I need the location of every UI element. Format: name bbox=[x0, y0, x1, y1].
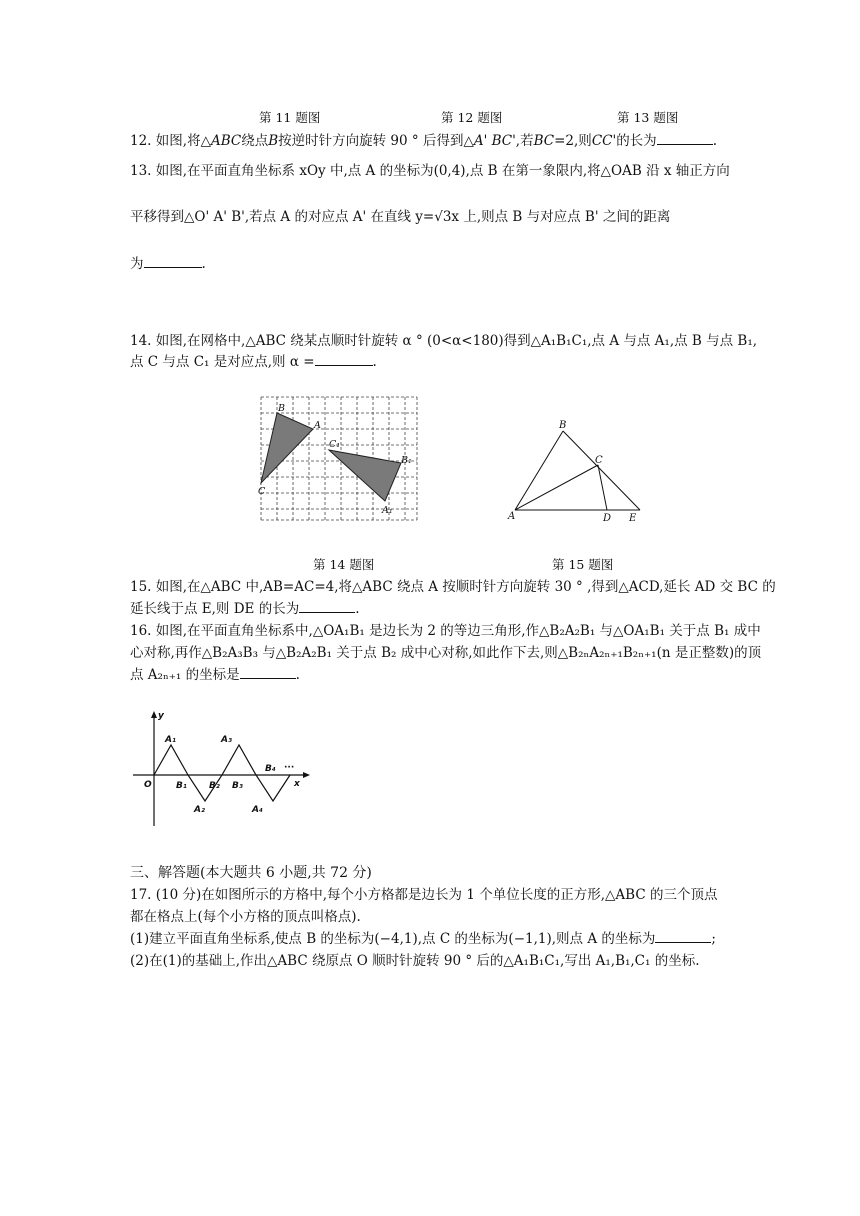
label-B1: B₁ bbox=[401, 455, 412, 466]
question-13-line3 bbox=[130, 254, 206, 274]
label-A1: A₁ bbox=[165, 735, 176, 745]
label-C: C bbox=[595, 455, 603, 466]
q13-tail: . bbox=[201, 256, 206, 272]
answer-blank[interactable] bbox=[299, 599, 355, 613]
caption-fig12: 第 12 题图 bbox=[441, 110, 503, 125]
q13-prefix: 为 bbox=[130, 256, 144, 272]
answer-blank[interactable] bbox=[655, 929, 711, 943]
q16-tail: . bbox=[295, 667, 300, 683]
question-16-line2: 心对称,再作△B₂A₃B₃ 与△B₂A₂B₁ 关于点 B₂ 成中心对称,如此作下去,则△B₂ₙA₂ₙ₊₁B₂ₙ₊₁(n 是正整数)的顶 bbox=[130, 645, 762, 661]
q17-part1-tail: ; bbox=[711, 931, 716, 947]
label-C: C bbox=[258, 486, 266, 497]
caption-fig11: 第 11 题图 bbox=[259, 110, 321, 125]
label-B: B bbox=[559, 420, 567, 431]
answer-blank[interactable] bbox=[315, 352, 373, 366]
question-14-line1: 14. 如图,在网格中,△ABC 绕某点顺时针旋转 α ° (0<α<180)得到△A₁B₁C₁,点 A 与点 A₁,点 B 与点 B₁, bbox=[130, 333, 758, 349]
question-12 bbox=[130, 131, 717, 151]
q12-end: 的长为 bbox=[616, 133, 657, 149]
question-16-line1: 16. 如图,在平面直角坐标系中,△OA₁B₁ 是边长为 2 的等边三角形,作△B₂A₂B₁ 与△OA₁B₁ 关于点 B₁ 成中 bbox=[130, 623, 761, 639]
answer-blank[interactable] bbox=[240, 665, 296, 679]
q12-abc2: A' BC' bbox=[473, 133, 516, 149]
q12-bc: BC bbox=[533, 133, 555, 149]
label-B2: B₂ bbox=[209, 781, 220, 791]
question-17-line4: (2)在(1)的基础上,作出△ABC 绕原点 O 顺时针旋转 90 ° 后的△A₁B₁C₁,写出 A₁,B₁,C₁ 的坐标. bbox=[130, 953, 700, 969]
caption-fig13: 第 13 题图 bbox=[617, 110, 679, 125]
q12-b: B bbox=[268, 133, 279, 149]
caption-fig14: 第 14 题图 bbox=[313, 557, 375, 572]
label-B3: B₃ bbox=[232, 781, 243, 791]
q12-abc: ABC bbox=[210, 133, 242, 149]
answer-blank[interactable] bbox=[144, 254, 202, 268]
question-17-line3 bbox=[130, 929, 716, 949]
triangle-a1b1c1 bbox=[329, 450, 401, 501]
figure-15 bbox=[505, 415, 650, 525]
q15-prefix: 延长线于点 E,则 DE 的长为 bbox=[130, 601, 300, 617]
label-A1: A₁ bbox=[382, 505, 393, 516]
label-O: O bbox=[144, 780, 152, 790]
caption-fig15: 第 15 题图 bbox=[552, 557, 614, 572]
question-17-line2: 都在格点上(每个小方格的顶点叫格点). bbox=[130, 909, 361, 925]
label-A: A bbox=[314, 420, 321, 431]
label-D: D bbox=[603, 513, 612, 524]
q15-tail: . bbox=[355, 601, 360, 617]
q14-prefix: 点 C 与点 C₁ 是对应点,则 α = bbox=[130, 354, 315, 370]
question-17-line1: 17. (10 分)在如图所示的方格中,每个小方格都是边长为 1 个单位长度的正方形,△ABC 的三个顶点 bbox=[130, 887, 718, 903]
q12-num: 12. bbox=[130, 133, 152, 149]
section-heading: 三、解答题(本大题共 6 小题,共 72 分) bbox=[130, 865, 372, 881]
label-A3: A₃ bbox=[221, 735, 232, 745]
figure-14-grid bbox=[255, 393, 425, 525]
label-B1: B₁ bbox=[176, 781, 187, 791]
q12-val: =2,则 bbox=[554, 133, 592, 149]
question-16-line3 bbox=[130, 665, 300, 685]
label-A2: A₂ bbox=[194, 805, 205, 815]
q14-tail: . bbox=[372, 354, 377, 370]
label-B4: B₄ bbox=[265, 764, 276, 774]
label-C1: C₁ bbox=[329, 439, 341, 450]
triangle-abc bbox=[261, 413, 313, 483]
q12-cc: CC' bbox=[591, 133, 617, 149]
question-13-line2: 平移得到△O' A' B',若点 A 的对应点 A' 在直线 y=√3x 上,则点 B 与对应点 B' 之间的距离 bbox=[130, 209, 671, 225]
q12-pre: 如图,将△ bbox=[155, 133, 211, 149]
answer-blank[interactable] bbox=[657, 131, 713, 145]
question-14-line2 bbox=[130, 352, 377, 372]
label-A: A bbox=[508, 511, 516, 522]
q16-prefix: 点 A₂ₙ₊₁ 的坐标是 bbox=[130, 667, 240, 683]
axis-x-label: x bbox=[294, 779, 300, 789]
question-15-line1: 15. 如图,在△ABC 中,AB=AC=4,将△ABC 绕点 A 按顺时针方向旋转 30 ° ,得到△ACD,延长 AD 交 BC 的 bbox=[130, 579, 776, 595]
label-E: E bbox=[629, 513, 637, 524]
q12-mid1: 绕点 bbox=[241, 133, 269, 149]
q12-mid3: ,若 bbox=[515, 133, 534, 149]
q17-part1: (1)建立平面直角坐标系,使点 B 的坐标为(−4,1),点 C 的坐标为(−1,1),则点 A 的坐标为 bbox=[130, 931, 656, 947]
question-13-line1: 13. 如图,在平面直角坐标系 xOy 中,点 A 的坐标为(0,4),点 B 在第一象限内,将△OAB 沿 x 轴正方向 bbox=[130, 163, 730, 179]
label-A4: A₄ bbox=[252, 805, 263, 815]
q12-mid2: 按逆时针方向旋转 90 ° 后得到△ bbox=[278, 133, 474, 149]
label-B: B bbox=[278, 403, 285, 414]
question-15-line2 bbox=[130, 599, 360, 619]
q12-tail: . bbox=[712, 133, 717, 149]
axis-y-label: y bbox=[158, 711, 164, 721]
figure-16-coordinate bbox=[128, 708, 313, 830]
label-dots: ··· bbox=[284, 763, 295, 773]
